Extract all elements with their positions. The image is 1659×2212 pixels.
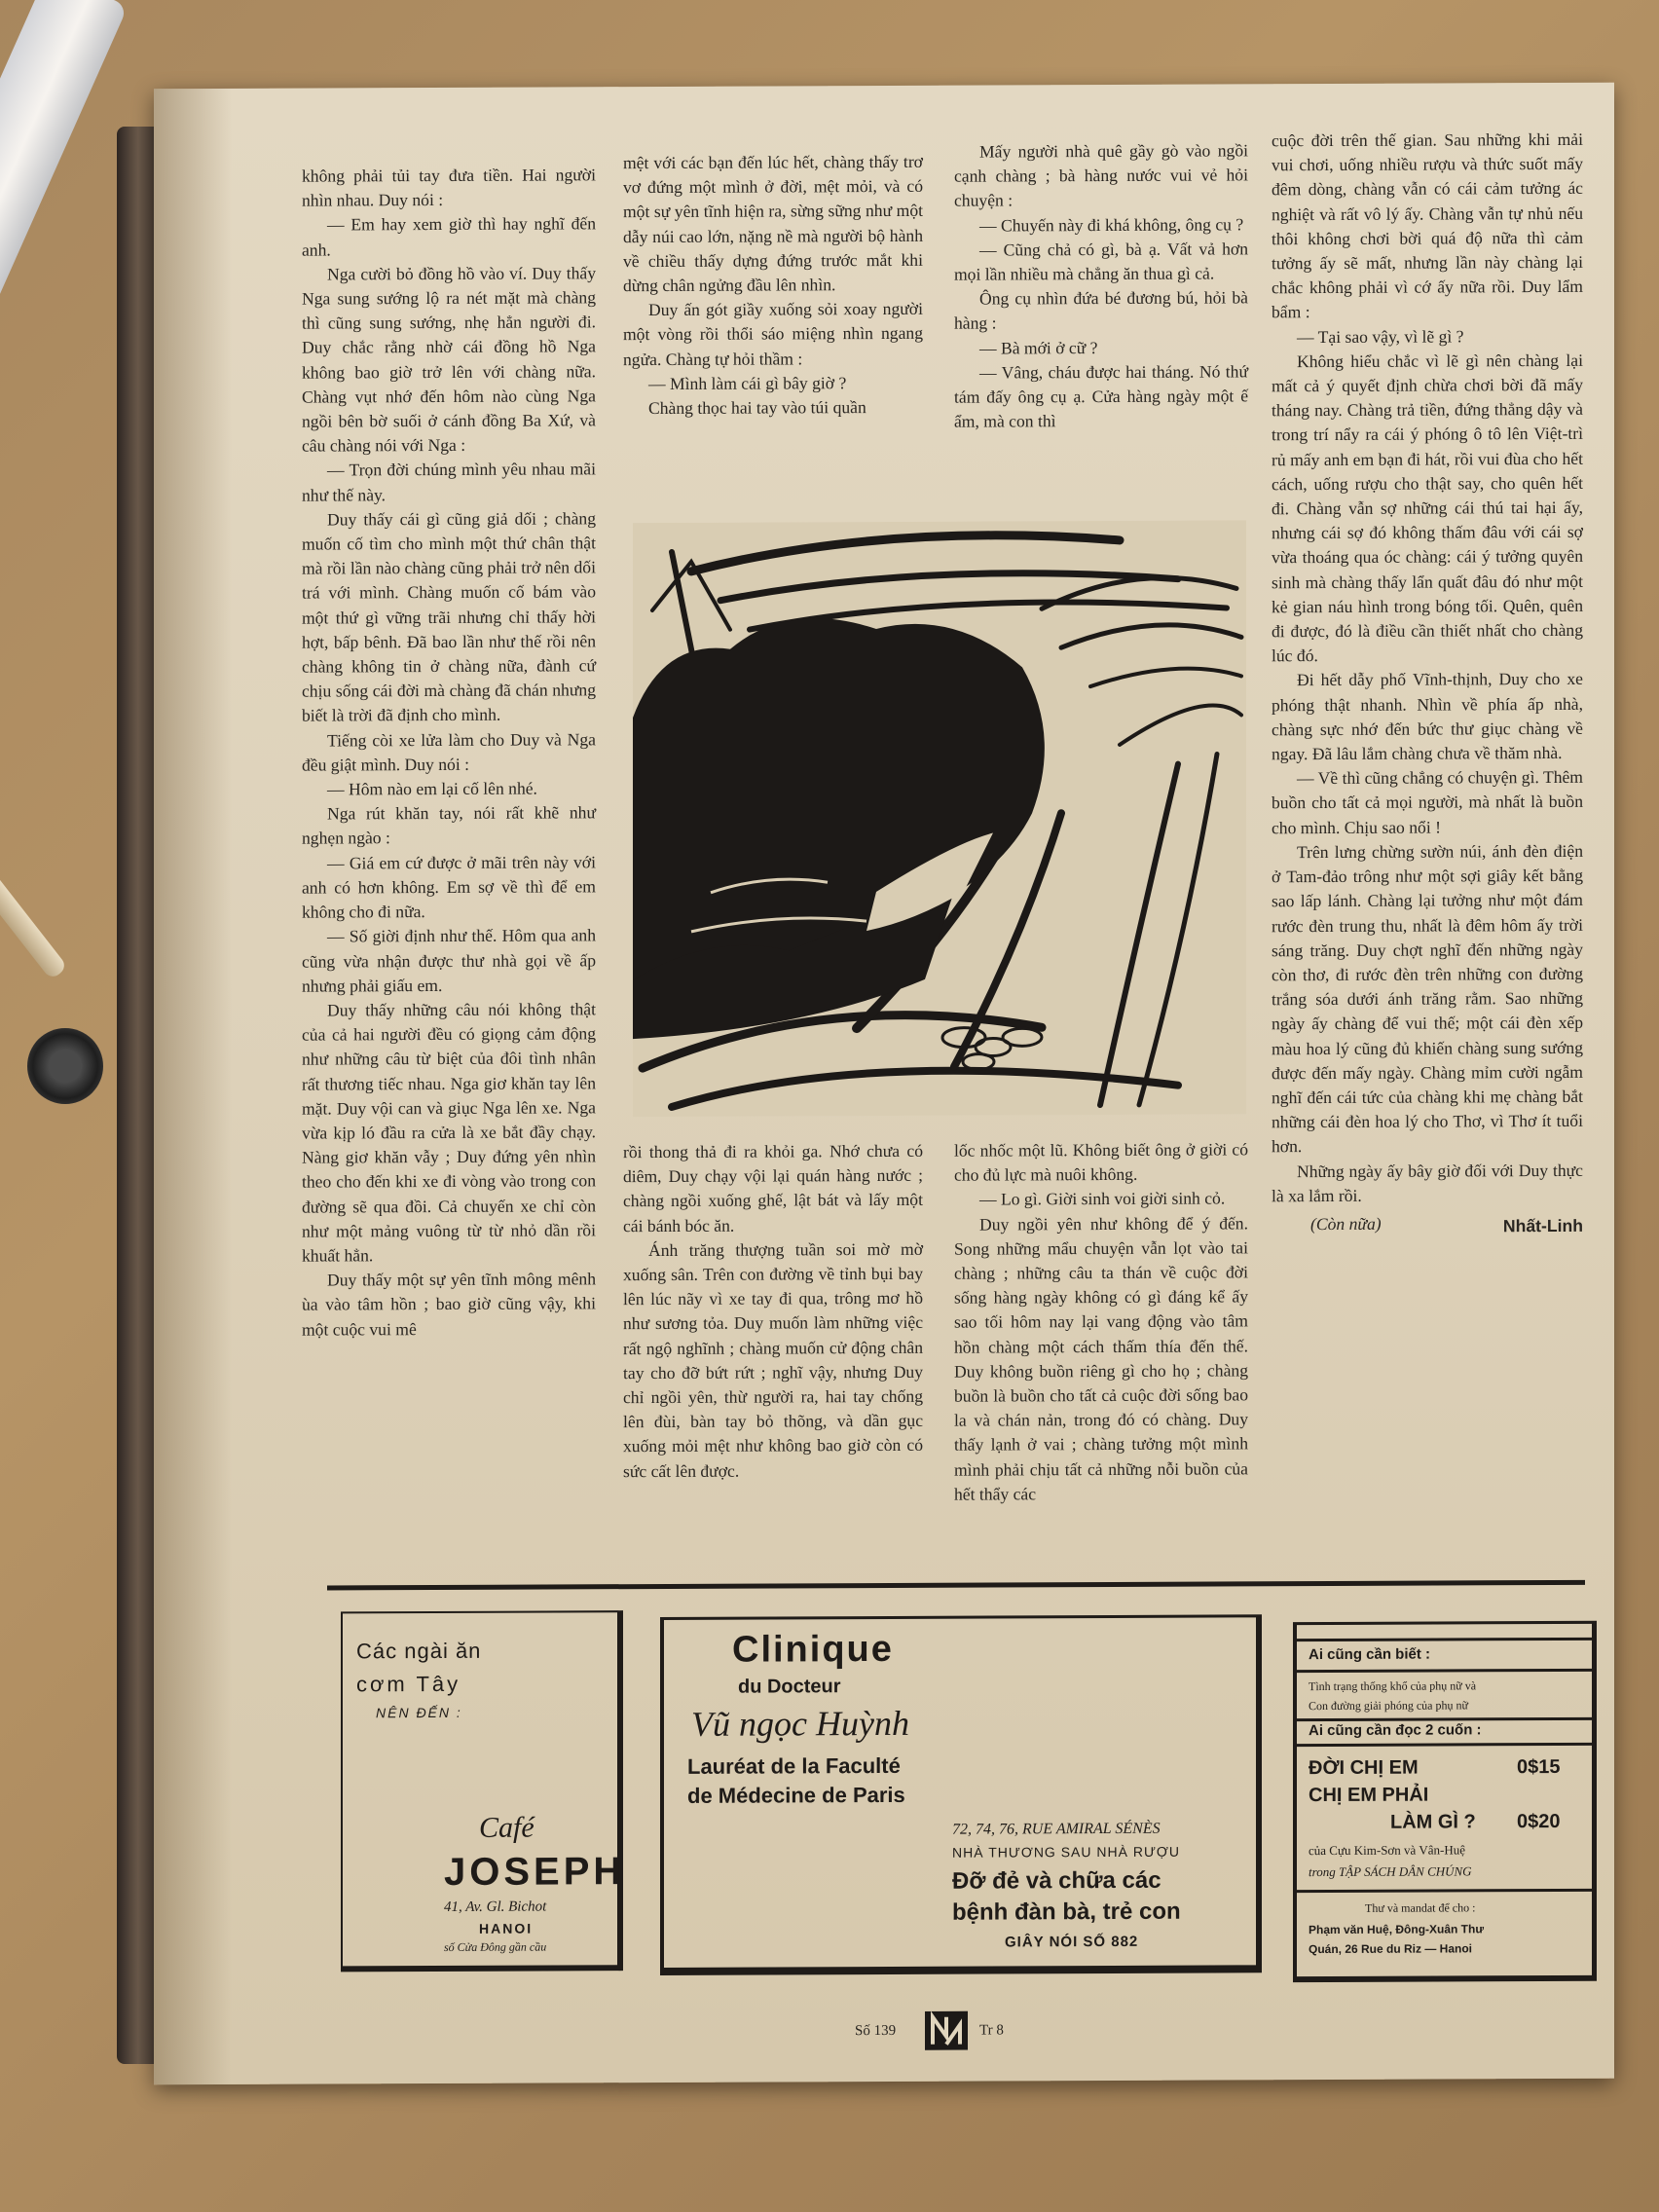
paragraph: Trên lưng chừng sườn núi, ánh đèn điện ở Tam-đảo trông như một sợi giây kết bằng sao lấp lánh. Chàng lại tưởng như một đám rước đèn trung thu, nhất là đêm hôm ấy trời sáng trăng. Duy chợt nghĩ đến những ngày còn thơ, đi rước đèn trên những con đường trắng sóa dưới ánh trăng rằm. Sao những ngày ấy chàng để vui thế; một cái đèn xếp màu hoa lý cũng đủ khiến chàng sung sướng được đến mấy ngày. Chàng mỉm cười ngẫm nghĩ đến cái tức của chàng khi mẹ chàng bắt những cái đèn hoa lý cho Thơ, vì Thơ ít tuổi hơn. xyxy=(1272,840,1583,1157)
paragraph: — Lo gì. Giời sinh voi giời sinh cỏ. xyxy=(979,1188,1226,1209)
paragraph: Những ngày ấy bây giờ đối với Duy thực là xa lắm rồi. xyxy=(1272,1160,1583,1205)
paragraph: — Chuyến này đi khá không, ông cụ ? xyxy=(979,213,1244,236)
contact: Quán, 26 Rue du Riz — Hanoi xyxy=(1309,1941,1473,1957)
paragraph: — Tại sao vậy, vì lẽ gì ? xyxy=(1297,326,1464,347)
paragraph: — Hôm nào em lại cố lên nhé. xyxy=(327,778,537,799)
paragraph: Nga rút khăn tay, nói rất khẽ như nghẹn ngào : xyxy=(302,802,596,849)
paragraph: Ông cụ nhìn đứa bé đương bú, hỏi bà hàng : xyxy=(954,287,1248,334)
paragraph: — Trọn đời chúng mình yêu nhau mãi như thế này. xyxy=(302,459,596,505)
paragraph: không phải tủi tay đưa tiền. Hai người nhìn nhau. Duy nói : xyxy=(302,165,596,210)
paragraph: Duy thấy những câu nói không thật của cả hai người đều có giọng cảm động như những câu từ biệt của đôi tình nhân rất thương tiếc nhau. Nga giơ khăn tay lên mặt. Duy vội can và giục Nga lên xe. Nga vừa kịp ló đầu ra cửa là xe bắt đầy chạy. Nàng giơ khăn vẫy ; Duy đứng yên nhìn theo cho đến khi xe đi vòng vào trong con đường sẽ qua đồi. Cả chuyến xe chỉ còn như một mảng vuông từ từ nhỏ dần rồi khuất hẳn. xyxy=(302,999,596,1266)
article-column-1 xyxy=(302,163,596,1342)
paragraph: — Bà mới ở cữ ? xyxy=(979,337,1098,358)
ad-cafe-name: JOSEPH xyxy=(444,1850,626,1894)
page-number: Tr 8 xyxy=(979,2022,1004,2039)
paragraph: Không hiểu chắc vì lẽ gì nên chàng lại mất cả ý quyết định chừa chơi bời đã mấy tháng nay. Chàng trả tiền, đứng thẳng dậy và trong trí nẩy ra cái ý phóng ô tô lên Việt-trì rủ mấy anh em bạn đi hát, rồi vui đùa cho hết cách, uống rượu cho thật say, cho quên hết đi. Chàng vẫn sợ những cái thú tai hại ấy, nhưng cái sợ đó không thấm đâu với cái sợ vừa thoáng qua óc chàng: cái ý tưởng quyên sinh mà chàng thấy lẩn quất đâu đó như một kẻ gian náu hình trong bóng tối. Quên, quên đi được, đó là điều cần thiết nhất cho chàng lúc đó. xyxy=(1272,350,1583,666)
ad-text: Các ngài ăn xyxy=(356,1638,482,1664)
paragraph: lốc nhốc một lũ. Không biết ông ở giời có cho đủ lực mà nuôi không. xyxy=(954,1139,1248,1185)
paragraph: Duy thấy một sự yên tĩnh mông mênh ùa vào tâm hồn ; bao giờ cũng vậy, khi một cuộc vui mê xyxy=(302,1269,596,1340)
ad-address: 41, Av. Gl. Bichot xyxy=(444,1899,547,1915)
article-column-3-bottom xyxy=(954,1137,1248,1506)
book-title: CHỊ EM PHẢI xyxy=(1309,1784,1429,1807)
clinic-laureate: Lauréat de la Faculté xyxy=(687,1752,901,1779)
book-price: 0$15 xyxy=(1517,1755,1561,1779)
paragraph: — Về thì cũng chẳng có chuyện gì. Thêm buồn cho tất cả mọi người, mà nhất là buồn cho mình. Chịu sao nổi ! xyxy=(1272,767,1583,837)
wooden-rod xyxy=(0,852,68,980)
paragraph: Duy ấn gót giầy xuống sỏi xoay người một vòng rồi thổi sáo miệng nhìn ngang ngửa. Chàng tự hỏi thầm : xyxy=(623,299,923,369)
paragraph: — Mình làm cái gì bây giờ ? xyxy=(648,372,847,393)
divider xyxy=(1297,1638,1592,1641)
paragraph: rồi thong thả đi ra khỏi ga. Nhớ chưa có diêm, Duy chạy vội lại quán hàng nước ; chàng ngồi xuống ghế, lật bát và lấy một cái bánh bóc ăn. xyxy=(623,1140,923,1235)
ad-text: cơm Tây xyxy=(356,1671,461,1697)
paragraph: Duy ngồi yên như không để ý đến. Song những mẩu chuyện vẫn lọt vào tai chàng ; những câu ta thán về cuộc đời sống hàng ngày không có gì đáng kể ấy sao tối hôm nay lại vang động vào tâm hồn chàng một cách thấm thía đến thế. Duy không buồn riêng gì cho họ ; chàng buồn là buồn cho tất cả cuộc đời sống bao la và chán nản, trong đó có chàng. Duy thấy lạnh ở vai ; chàng tưởng một mình mình phải chịu tất cả những nỗi buồn của hết thẩy các xyxy=(954,1212,1248,1504)
paragraph: Chàng thọc hai tay vào túi quần xyxy=(648,397,866,419)
paragraph: Đi hết dẫy phố Vĩnh-thịnh, Duy cho xe phóng thật nhanh. Nhìn về phía ấp nhà, chàng sực nhớ đến bức thư giục chàng về ngay. Đã lâu lắm chàng chưa về thăm nhà. xyxy=(1272,669,1583,764)
order-note: Thư và mandat để cho : xyxy=(1365,1900,1476,1915)
ad-text: Con đường giải phóng của phụ nữ xyxy=(1309,1698,1469,1714)
author-signature: Nhất-Linh xyxy=(1502,1216,1583,1236)
section-divider xyxy=(327,1580,1585,1591)
ad-cafe-joseph xyxy=(341,1610,626,1972)
article-column-2-top xyxy=(623,150,923,422)
clinic-service: Đỡ đẻ và chữa các xyxy=(952,1866,1161,1895)
desk-lamp xyxy=(0,0,129,380)
clinic-service: bệnh đàn bà, trẻ con xyxy=(952,1898,1181,1926)
divider xyxy=(1297,1669,1592,1673)
ad-clinique xyxy=(660,1614,1262,1975)
paragraph: — Em hay xem giờ thì hay nghĩ đến anh. xyxy=(302,213,596,260)
ad-text: NÊN ĐẾN : xyxy=(376,1704,462,1721)
paragraph: Ánh trăng thượng tuần soi mờ mờ xuống sân. Trên con đường về tỉnh bụi bay lên lúc nãy vì xe tay đi qua, trông mơ hồ như sương tỏa. Duy muốn làm những việc rất ngộ nghĩnh ; chàng muốn cử động chân tay cho đỡ bứt rứt ; nghĩ vậy, nhưng Duy chỉ ngồi yên, thừ người ra, hai tay chống lên đùi, bàn tay bỏ thõng, và dần gục xuống mỏi mệt như không bao giờ còn có sức cất lên được. xyxy=(623,1238,923,1481)
clinic-address: 72, 74, 76, RUE AMIRAL SÉNÈS xyxy=(952,1820,1161,1838)
woodcut-illustration xyxy=(633,520,1246,1117)
paragraph: Nga cười bỏ đồng hồ vào ví. Duy thấy Nga sung sướng lộ ra nét mặt mà chàng thì cũng sung sướng, nhẹ hẳn người đi. Duy chắc rằng nhờ cái đồng hồ Nga không bao giờ trở lên với chàng nữa. Chàng vụt nhớ đến hôm nào cùng Nga ngồi bên bờ suối ở cánh đồng Ba Xứ, và câu chàng nói với Nga : xyxy=(302,263,596,456)
book-title: ĐỜI CHỊ EM xyxy=(1309,1756,1419,1780)
article-column-3-top xyxy=(954,138,1248,434)
paragraph: cuộc đời trên thế gian. Sau những khi mải vui chơi, uống nhiều rượu và thức suốt mấy đêm dòng, chàng vẫn có cái cảm tưởng ác nghiệt và rất vô lý ấy. Chàng vẫn tự nhủ nếu thôi không chơi bời quá độ nữa thì cảm tưởng ấy sẽ mất, nhưng lần này chàng lại chắc không phải vì cớ ấy nữa rồi. Duy lẩm bẩm : xyxy=(1272,129,1583,322)
paragraph: — Giá em cứ được ở mãi trên này với anh có hơn không. Em sợ về thì để em không cho đi nữa. xyxy=(302,851,596,922)
paragraph: Duy thấy cái gì cũng giả dối ; chàng muốn cố tìm cho mình một thứ chân thật mà rồi lần nào chàng cũng phải trở nên dối trá với mình. Chàng muốn cố bám vào một thứ gì vững trãi nhưng chỉ thấy hời hợt, bấp bênh. Đã bao lần như thế rồi nên chàng không tin ở chàng nữa, đành cứ chịu sống cái đời mà chàng đã chán nhưng biết là trời đã định cho mình. xyxy=(302,508,596,726)
article-column-2-bottom xyxy=(623,1139,923,1484)
clinic-title: Clinique xyxy=(732,1628,894,1671)
clinic-phone: GIÂY NÓI SỐ 882 xyxy=(1005,1933,1139,1951)
ngay-nay-logo-icon xyxy=(925,2011,968,2050)
book-series: trong TẬP SÁCH DÂN CHÚNG xyxy=(1309,1863,1472,1880)
paragraph: — Vâng, cháu được hai tháng. Nó thứ tám đấy ông cụ ạ. Cửa hàng ngày một ế ẩm, mà con thì xyxy=(954,361,1248,431)
newspaper-page xyxy=(154,83,1614,2085)
paragraph: — Số giời định như thế. Hôm qua anh cũng vừa nhận được thư nhà gọi về ấp nhưng phải giấu em. xyxy=(302,925,596,996)
issue-number: Số 139 xyxy=(855,2022,897,2040)
continued-note: (Còn nữa) xyxy=(1310,1213,1382,1235)
book-title: LÀM GÌ ? xyxy=(1390,1811,1476,1833)
paragraph: Mấy người nhà quê gầy gò vào ngồi cạnh chàng ; bà hàng nước vui vẻ hỏi chuyện : xyxy=(954,140,1248,211)
book-price: 0$20 xyxy=(1517,1810,1561,1833)
ad-heading: Ai cũng cần biết : xyxy=(1309,1645,1431,1664)
divider xyxy=(1297,1743,1592,1747)
page-footer xyxy=(855,2010,1147,2050)
ad-heading: Ai cũng cần đọc 2 cuốn : xyxy=(1309,1721,1482,1740)
divider xyxy=(1297,1889,1592,1893)
contact: Phạm văn Huệ, Đông-Xuân Thư xyxy=(1309,1922,1485,1937)
ad-text: Tình trạng thống khổ của phụ nữ và xyxy=(1309,1678,1477,1694)
clinic-subtitle: du Docteur xyxy=(738,1676,841,1698)
paragraph: — Cũng chả có gì, bà ạ. Vất vả hơn mọi lần nhiều mà chẳng ăn thua gì cả. xyxy=(954,239,1248,284)
clinic-laureate: de Médecine de Paris xyxy=(687,1782,905,1808)
ad-city: HANOI xyxy=(479,1920,534,1936)
clinic-landmark: NHÀ THƯƠNG SAU NHÀ RƯỢU xyxy=(952,1843,1181,1861)
clinic-doctor: Vũ ngọc Huỳnh xyxy=(691,1703,909,1744)
binder-ring xyxy=(27,1028,103,1104)
article-column-4 xyxy=(1272,128,1583,1240)
ad-cafe-label: Café xyxy=(479,1811,535,1844)
ad-books xyxy=(1293,1621,1597,1982)
paragraph: Tiếng còi xe lửa làm cho Duy và Nga đều giật mình. Duy nói : xyxy=(302,728,596,775)
ad-note: số Cửa Đông gần cầu xyxy=(444,1939,547,1954)
book-authors: của Cựu Kim-Sơn và Vân-Huệ xyxy=(1309,1842,1465,1859)
paragraph: mệt với các bạn đến lúc hết, chàng thấy trơ vơ đứng một mình ở đời, mệt mỏi, và có một sự yên tĩnh hiện ra, sừng sững như một dẫy núi cao lớn, nặng nề mà người bộ hành về chiều thấy dựng đứng trước mắt khi dừng chân ngửng đầu lên nhìn. xyxy=(623,151,923,296)
